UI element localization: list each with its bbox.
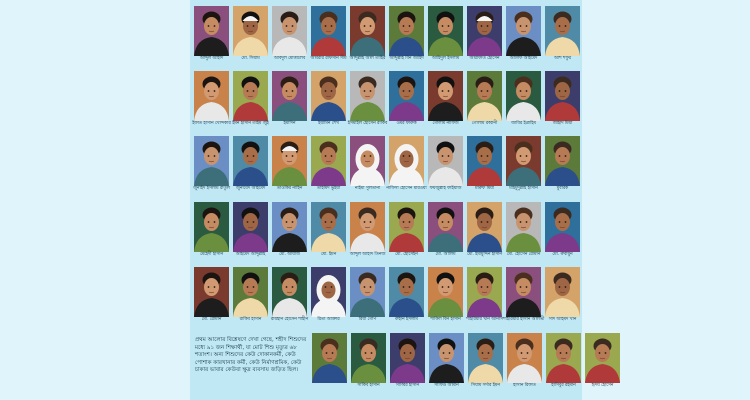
portrait-card <box>232 4 269 68</box>
name-label: রাকিব হাসান <box>239 317 262 322</box>
portrait-card <box>466 69 503 133</box>
portrait-card <box>544 265 581 329</box>
portrait-card <box>349 134 386 198</box>
portrait-photo <box>350 202 385 252</box>
portrait-photo <box>194 202 229 252</box>
name-label: মো. হোসেন রোমান <box>506 252 541 257</box>
portrait-card <box>193 265 230 329</box>
portrait-card <box>310 69 347 133</box>
name-label: সাদ আহমদ খান <box>548 317 577 322</box>
name-label: ফয়জুল্লাহ ফাইয়াজ <box>429 186 462 191</box>
portrait-card <box>544 69 581 133</box>
portrait-photo <box>350 267 385 317</box>
portrait-photo <box>467 6 502 56</box>
name-label: ওমর ফারুক <box>396 121 417 126</box>
caption-text: প্রথম আলোর বিশ্লেষণে দেখা গেছে, শহীদ শিশুদের মধ্যে ৯১ জন শিক্ষার্থী, যা মোট শিশু মৃত্যুর ৬৮ শতাংশ। অন্য শিশুদের কেউ দোকানকর্মী, কেউ পোশাক কারখানার কর্মী, কেউ নির্মাণশ্রমিক, কেউ চাকার ভাবার কেউবা ক্ষুদ্র ব্যবসায় জড়িত ছিল। <box>195 337 307 374</box>
portrait-photo <box>389 6 424 56</box>
portrait-photo <box>506 71 541 121</box>
portrait-photo <box>312 333 347 383</box>
portrait-photo <box>233 71 268 121</box>
martyr-children-poster <box>190 0 614 400</box>
portrait-card <box>310 265 347 329</box>
name-label: রিয়া গোপ <box>358 317 377 322</box>
portrait-photo <box>351 333 386 383</box>
portrait-photo <box>389 267 424 317</box>
portrait-photo <box>350 71 385 121</box>
portrait-photo <box>233 136 268 186</box>
name-label: শাকিল বিন হাসান <box>430 317 461 322</box>
portrait-photo <box>389 202 424 252</box>
name-label: মো. সিয়াম <box>241 56 260 61</box>
name-label: রুহান ইসলাম <box>395 317 418 322</box>
portrait-card <box>388 69 425 133</box>
portrait-photo <box>233 202 268 252</box>
name-label: আশ শফুর <box>554 56 571 61</box>
portrait-photo <box>272 6 307 56</box>
name-label: নাইমা সুলতানা <box>354 186 381 191</box>
name-label: আহমেদ আব্দুল্লাহ <box>235 252 266 257</box>
portrait-photo <box>311 136 346 186</box>
name-label: রায়হান হোসেন শাহীন <box>270 317 309 322</box>
portrait-card <box>544 134 581 198</box>
portrait-photo <box>389 136 424 186</box>
portrait-card <box>193 200 230 264</box>
portrait-card <box>388 200 425 264</box>
name-label: হৃদয় হোসেন <box>591 383 614 388</box>
portrait-card <box>349 200 386 264</box>
name-label: গোলাম নাফিজ <box>432 121 459 126</box>
portrait-card <box>545 331 582 395</box>
name-label: ইসমাইল হোসেন রাকিব <box>347 121 388 126</box>
portrait-card <box>310 134 347 198</box>
portrait-photo <box>428 71 463 121</box>
portrait-card <box>466 4 503 68</box>
portrait-card <box>388 265 425 329</box>
portrait-card <box>505 134 542 198</box>
name-label: আহিদুল ইসলাম <box>431 56 460 61</box>
name-label: ইয়ামিন শেখ <box>318 121 339 126</box>
name-label: হাসান রিফাত <box>513 383 536 388</box>
name-label: আব্দুল্লাহ বিন জাহিদ <box>389 56 424 61</box>
portrait-photo <box>467 136 502 186</box>
portrait-photo <box>506 136 541 186</box>
portrait-photo <box>506 267 541 317</box>
portrait-card <box>505 200 542 264</box>
portrait-card <box>584 331 621 395</box>
portrait-card <box>232 134 269 198</box>
portrait-photo <box>311 6 346 56</box>
name-label: নাফিসা হোসেন মারওয়া <box>386 186 427 191</box>
portrait-photo <box>428 6 463 56</box>
portrait-photo <box>311 267 346 317</box>
portrait-photo <box>311 71 346 121</box>
portrait-photo <box>545 71 580 121</box>
portrait-photo <box>467 267 502 317</box>
portrait-card <box>388 4 425 68</box>
name-label: মুবারক <box>556 186 569 191</box>
portrait-photo <box>272 71 307 121</box>
name-label: মো. ইমন <box>320 252 337 257</box>
portrait-card <box>427 69 464 133</box>
name-label: গোলাম রব্বানী <box>471 121 498 126</box>
portrait-photo <box>233 6 268 56</box>
portrait-card <box>232 69 269 133</box>
portrait-card <box>193 134 230 198</box>
portrait-card <box>193 69 230 133</box>
name-label: আবরার রাফসান সীম <box>310 56 347 61</box>
portrait-card <box>544 4 581 68</box>
portrait-photo <box>233 267 268 317</box>
portrait-photo <box>506 6 541 56</box>
portrait-card <box>349 4 386 68</box>
portrait-photo <box>506 202 541 252</box>
portrait-card <box>427 200 464 264</box>
portrait-card <box>349 69 386 133</box>
portrait-photo <box>194 6 229 56</box>
portrait-card <box>232 265 269 329</box>
name-label: সিয়াম সর্দার ইমন <box>471 383 500 388</box>
name-label: ইমাদিন <box>283 121 296 126</box>
portrait-photo <box>194 136 229 186</box>
portrait-photo <box>429 333 464 383</box>
portrait-photo <box>272 267 307 317</box>
name-label: ইমন হাসান তাইম জুঁই <box>232 121 269 126</box>
portrait-card <box>544 200 581 264</box>
portrait-card <box>271 134 308 198</box>
portrait-card <box>310 200 347 264</box>
portrait-photo <box>507 333 542 383</box>
name-label: মো. হোসেইন <box>395 252 418 257</box>
portrait-photo <box>545 202 580 252</box>
portrait-card <box>427 4 464 68</box>
portrait-card <box>350 331 387 395</box>
name-label: ইফাত হাসান খোন্দকার <box>192 121 231 126</box>
portrait-card <box>388 134 425 198</box>
name-label: মো. ইমামুদ্দিন হাসান <box>467 252 502 257</box>
portrait-card <box>505 4 542 68</box>
name-label: সাকিব হাসান <box>357 383 380 388</box>
portrait-card <box>467 331 504 395</box>
name-label: আলিফ আহমেদ <box>509 56 538 61</box>
name-label: আব্দুল আহাদ <box>199 56 224 61</box>
portrait-photo <box>585 333 620 383</box>
portrait-photo <box>350 6 385 56</box>
portrait-photo <box>311 202 346 252</box>
portrait-photo <box>272 202 307 252</box>
portrait-photo <box>428 202 463 252</box>
name-label <box>309 383 350 395</box>
portrait-card <box>466 265 503 329</box>
name-label: মো. রোমান <box>201 317 222 322</box>
portrait-card <box>466 200 503 264</box>
name-label: সাফিউ আমান <box>434 383 459 388</box>
name-label: আব্দুল্লাহ আল তাহির <box>349 56 386 61</box>
portrait-card <box>389 331 426 395</box>
name-label: শাহরিয়ার হাসান আলভী <box>503 317 545 322</box>
portrait-photo <box>545 6 580 56</box>
name-label: জুনায়েদ আহমেদ <box>235 186 266 191</box>
portrait-photo <box>194 71 229 121</box>
portrait-photo <box>546 333 581 383</box>
name-label: হাসিবুর রহমান <box>551 383 576 388</box>
name-label: আব্দুল আহাদ তিনজ <box>349 252 386 257</box>
name-label: তাওকির নাহিন <box>276 186 303 191</box>
portrait-photo <box>428 136 463 186</box>
name-label: জুনাইদ ইসলাম রাতুল <box>193 186 230 191</box>
name-label: মেহেদী হাসান <box>199 252 224 257</box>
portrait-card <box>271 200 308 264</box>
portrait-card <box>505 69 542 133</box>
portrait-card <box>349 265 386 329</box>
portrait-card <box>427 134 464 198</box>
portrait-card <box>503 265 545 329</box>
portrait-photo <box>389 71 424 121</box>
portrait-card <box>427 265 464 329</box>
name-label: মারুফ মিয়া <box>475 186 494 191</box>
name-label: রিতা আক্তার <box>317 317 340 322</box>
name-label: জাহাদ মিয়া <box>552 121 573 126</box>
portrait-photo <box>468 333 503 383</box>
portrait-card <box>271 69 308 133</box>
portrait-card <box>310 4 347 68</box>
portrait-card <box>271 265 308 329</box>
name-label: আরাফাত হোসেন <box>469 56 500 61</box>
portrait-photo <box>545 267 580 317</box>
portrait-card <box>466 134 503 198</box>
name-label: সাব্বির হাসান <box>395 383 420 388</box>
name-label: জাবির ইব্রাহিম <box>511 121 536 126</box>
portrait-card <box>232 200 269 264</box>
portrait-card <box>506 331 543 395</box>
portrait-card <box>428 331 465 395</box>
portrait-photo <box>350 136 385 186</box>
portrait-photo <box>272 136 307 186</box>
name-label: তাহমিদ ভুঁইয়া <box>316 186 341 191</box>
portrait-photo <box>467 202 502 252</box>
portrait-photo <box>194 267 229 317</box>
portrait-card <box>311 331 348 395</box>
name-label: মাহমুদুল্লাহ হাসান <box>509 186 538 191</box>
portrait-photo <box>545 136 580 186</box>
portrait-card <box>271 4 308 68</box>
name-label: মো. রুবায়ুন <box>552 252 573 257</box>
portrait-photo <box>390 333 425 383</box>
name-label: মো. আয়াজ <box>279 252 300 257</box>
portrait-card <box>193 4 230 68</box>
name-label: শাহরিয়ার খান আনাস <box>466 317 503 322</box>
name-label: মো. আলিম <box>435 252 456 257</box>
name-label: আবদুল মোত্তালেব <box>273 56 306 61</box>
portrait-photo <box>467 71 502 121</box>
portrait-photo <box>428 267 463 317</box>
